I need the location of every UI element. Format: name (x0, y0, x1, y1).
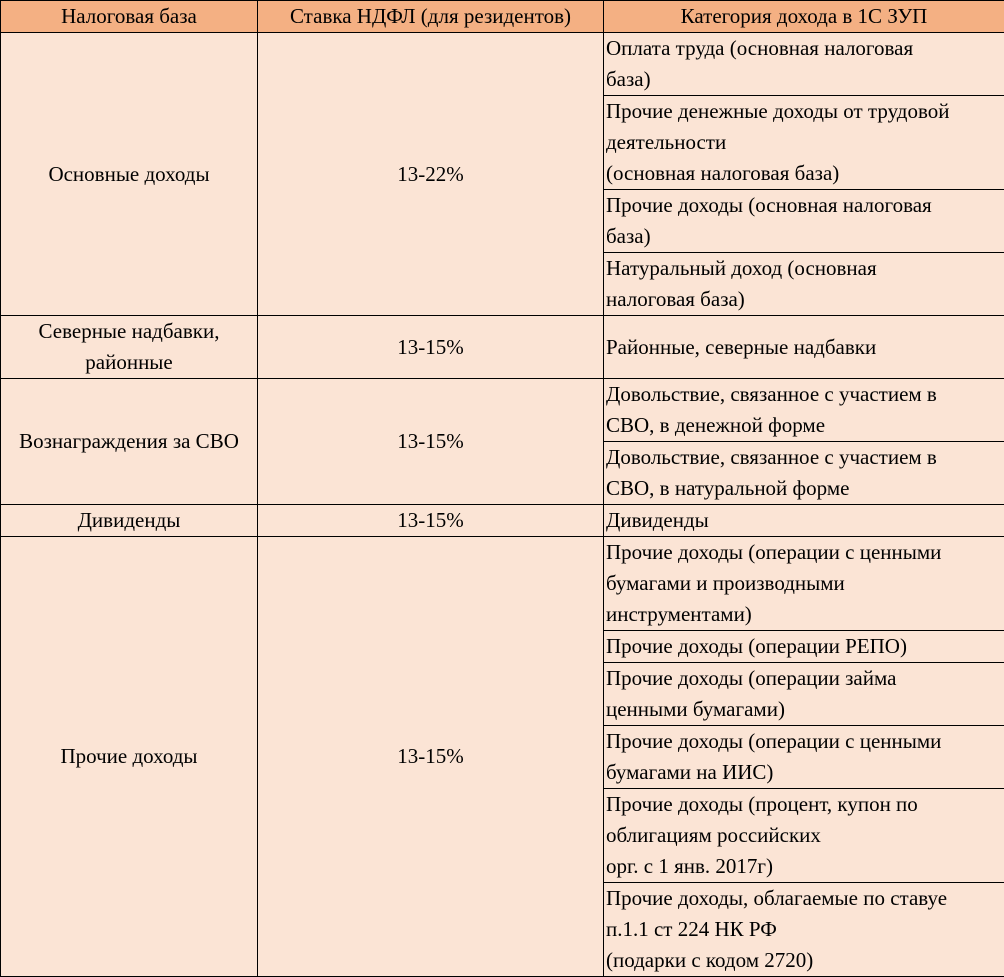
table-row (1, 33, 1004, 96)
income-category-cell: Районные, северные надбавки (604, 316, 1004, 379)
tax-rate-cell: 13-15% (258, 537, 604, 977)
income-category-cell: Прочие доходы (основная налоговая база) (604, 190, 1004, 253)
income-category-cell: Прочие доходы (операции РЕПО) (604, 631, 1004, 663)
income-category-cell: Прочие доходы, облагаемые по ставуе п.1.1 ст 224 НК РФ (подарки с кодом 2720) (604, 883, 1004, 977)
table-row (1, 537, 1004, 631)
income-category-cell: Оплата труда (основная налоговая база) (604, 33, 1004, 96)
tax-base-cell: Прочие доходы (1, 537, 258, 977)
income-category-cell: Дивиденды (604, 505, 1004, 537)
income-category-cell: Довольствие, связанное с участием в СВО, в натуральной форме (604, 442, 1004, 505)
tax-rate-cell: 13-15% (258, 316, 604, 379)
tax-base-cell: Дивиденды (1, 505, 258, 537)
income-category-cell: Прочие доходы (операции займа ценными бумагами) (604, 663, 1004, 726)
income-category-cell: Прочие денежные доходы от трудовой деятельности (основная налоговая база) (604, 96, 1004, 190)
header-income-category: Категория дохода в 1С ЗУП (604, 1, 1004, 33)
income-category-cell: Прочие доходы (процент, купон по облигациям российских орг. с 1 янв. 2017г) (604, 789, 1004, 883)
tax-rate-cell: 13-15% (258, 379, 604, 505)
table-header (1, 1, 1004, 33)
tax-base-cell: Вознаграждения за СВО (1, 379, 258, 505)
header-row (1, 1, 1004, 33)
income-category-cell: Натуральный доход (основная налоговая база) (604, 253, 1004, 316)
tax-rate-cell: 13-15% (258, 505, 604, 537)
income-category-cell: Прочие доходы (операции с ценными бумагами на ИИС) (604, 726, 1004, 789)
table-row (1, 505, 1004, 537)
income-category-cell: Довольствие, связанное с участием в СВО, в денежной форме (604, 379, 1004, 442)
tax-base-cell: Северные надбавки, районные (1, 316, 258, 379)
header-tax-rate: Ставка НДФЛ (для резидентов) (258, 1, 604, 33)
table-row (1, 379, 1004, 442)
header-tax-base: Налоговая база (1, 1, 258, 33)
tax-base-cell: Основные доходы (1, 33, 258, 316)
table-body (1, 33, 1004, 977)
income-category-cell: Прочие доходы (операции с ценными бумагами и производными инструментами) (604, 537, 1004, 631)
tax-rate-cell: 13-22% (258, 33, 604, 316)
table-row (1, 316, 1004, 379)
